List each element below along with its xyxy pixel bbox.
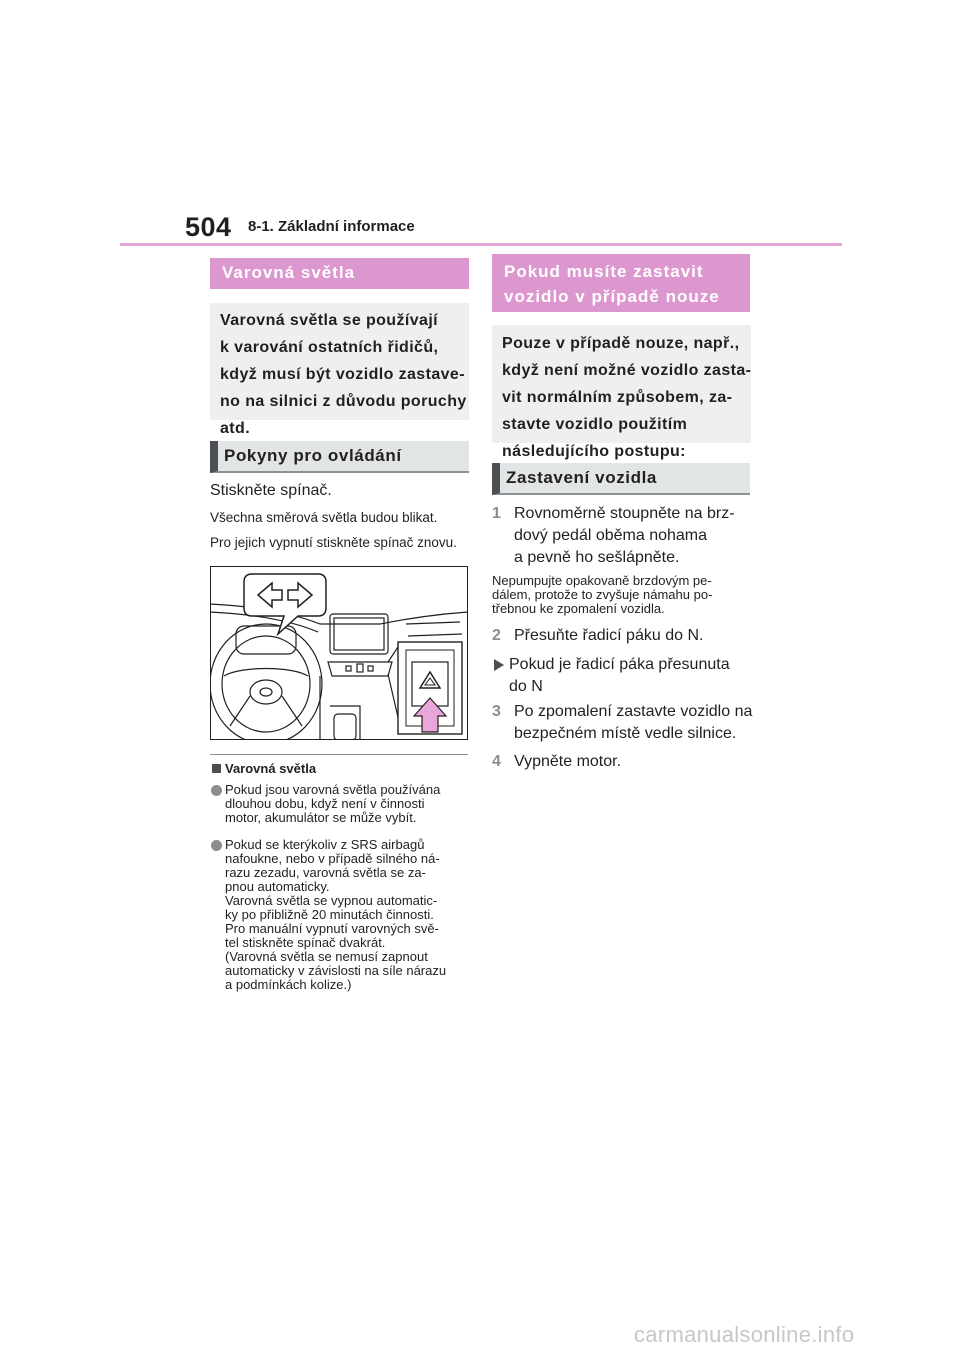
square-bullet-icon: [212, 764, 221, 773]
left-subhead: [210, 441, 469, 473]
right-title-line: vozidlo v případě nouze: [504, 287, 720, 306]
right-intro-line: vit normálním způsobem, za-: [502, 389, 733, 406]
left-subhead-text: Pokyny pro ovládání: [224, 446, 402, 465]
bullet-line: tel stiskněte spínač dvakrát.: [225, 935, 386, 950]
info-title: Varovná světla: [225, 761, 317, 776]
step-number: 1: [492, 505, 501, 522]
step-line: a pevně ho sešlápněte.: [514, 549, 680, 566]
instruction: Stiskněte spínač.: [210, 482, 332, 499]
step-line: Přesuňte řadicí páku do N.: [514, 627, 704, 644]
note-line: třebnou ke zpomalení vozidla.: [492, 601, 665, 616]
bullet-line: ky po přibližně 20 minutách činnosti.: [225, 907, 434, 922]
bullet-line: Varovná světla se vypnou automatic-: [225, 893, 438, 908]
condition-line: Pokud je řadicí páka přesunuta: [509, 656, 730, 673]
right-subhead: [492, 463, 750, 495]
left-intro-line: no na silnici z důvodu poruchy: [220, 393, 467, 410]
bullet-line: motor, akumulátor se může vybít.: [225, 810, 417, 825]
circle-bullet-icon: [211, 840, 222, 851]
step-line: Rovnoměrně stoupněte na brz-: [514, 505, 735, 522]
note-line: Nepumpujte opakovaně brzdovým pe-: [492, 573, 712, 588]
step-line: dový pedál oběma nohama: [514, 527, 708, 544]
step-line: Po zpomalení zastavte vozidlo na: [514, 703, 753, 720]
bullet-line: razu zezadu, varovná světla se za-: [225, 865, 426, 880]
circle-bullet-icon: [211, 785, 222, 796]
step-line: Vypněte motor.: [514, 753, 622, 770]
dashboard-illustration: [210, 566, 468, 740]
right-intro-line: Pouze v případě nouze, např.,: [502, 335, 740, 352]
step-number: 4: [492, 753, 501, 770]
header-rule: [120, 243, 842, 246]
right-intro-line: stavte vozidlo použitím: [502, 416, 688, 433]
info-divider: [210, 754, 468, 755]
right-title-line: Pokud musíte zastavit: [504, 262, 704, 281]
triangle-bullet-icon: [494, 659, 504, 671]
note-blink: Všechna směrová světla budou blikat.: [210, 510, 438, 525]
dashboard-drawing: [210, 566, 468, 740]
bullet-line: (Varovná světla se nemusí zapnout: [225, 949, 428, 964]
step-1-note: [492, 574, 754, 616]
right-intro-line: když není možné vozidlo zasta-: [502, 362, 752, 379]
bullet-line: pnou automaticky.: [225, 879, 330, 894]
left-intro-line: k varování ostatních řidičů,: [220, 339, 439, 356]
section-title: 8-1. Základní informace: [248, 218, 415, 235]
right-intro-line: následujícího postupu:: [502, 443, 686, 460]
watermark: carmanualsonline.info: [634, 1322, 855, 1347]
bullet-line: a podmínkách kolize.): [225, 977, 352, 992]
bullet-line: Pro manuální vypnutí varovných svě-: [225, 921, 439, 936]
bullet-line: nafoukne, nebo v případě silného ná-: [225, 851, 440, 866]
left-title: Varovná světla: [222, 263, 356, 282]
right-title-bar: [492, 254, 750, 312]
page-number: 504: [185, 212, 232, 242]
left-title-bar: [210, 258, 469, 289]
bullet-line: Pokud jsou varovná světla používána: [225, 782, 441, 797]
right-subhead-text: Zastavení vozidla: [506, 468, 657, 487]
right-intro-box: [492, 325, 752, 460]
step-number: 3: [492, 703, 501, 720]
bullet-line: automaticky v závislosti na síle nárazu: [225, 963, 447, 978]
bullet-line: Pokud se kterýkoliv z SRS airbagů: [225, 837, 425, 852]
left-intro-box: [210, 303, 469, 437]
step-line: bezpečném místě vedle silnice.: [514, 725, 737, 742]
note-line: dálem, protože to zvyšuje námahu po-: [492, 587, 713, 602]
left-intro-line: Varovná světla se používají: [220, 312, 439, 329]
condition-line: do N: [509, 678, 543, 695]
bullet-line: dlouhou dobu, když není v činnosti: [225, 796, 425, 811]
note-off: Pro jejich vypnutí stiskněte spínač znovu.: [210, 535, 457, 550]
left-intro-line: atd.: [220, 420, 251, 437]
left-intro-line: když musí být vozidlo zastave-: [220, 366, 465, 383]
step-number: 2: [492, 627, 501, 644]
